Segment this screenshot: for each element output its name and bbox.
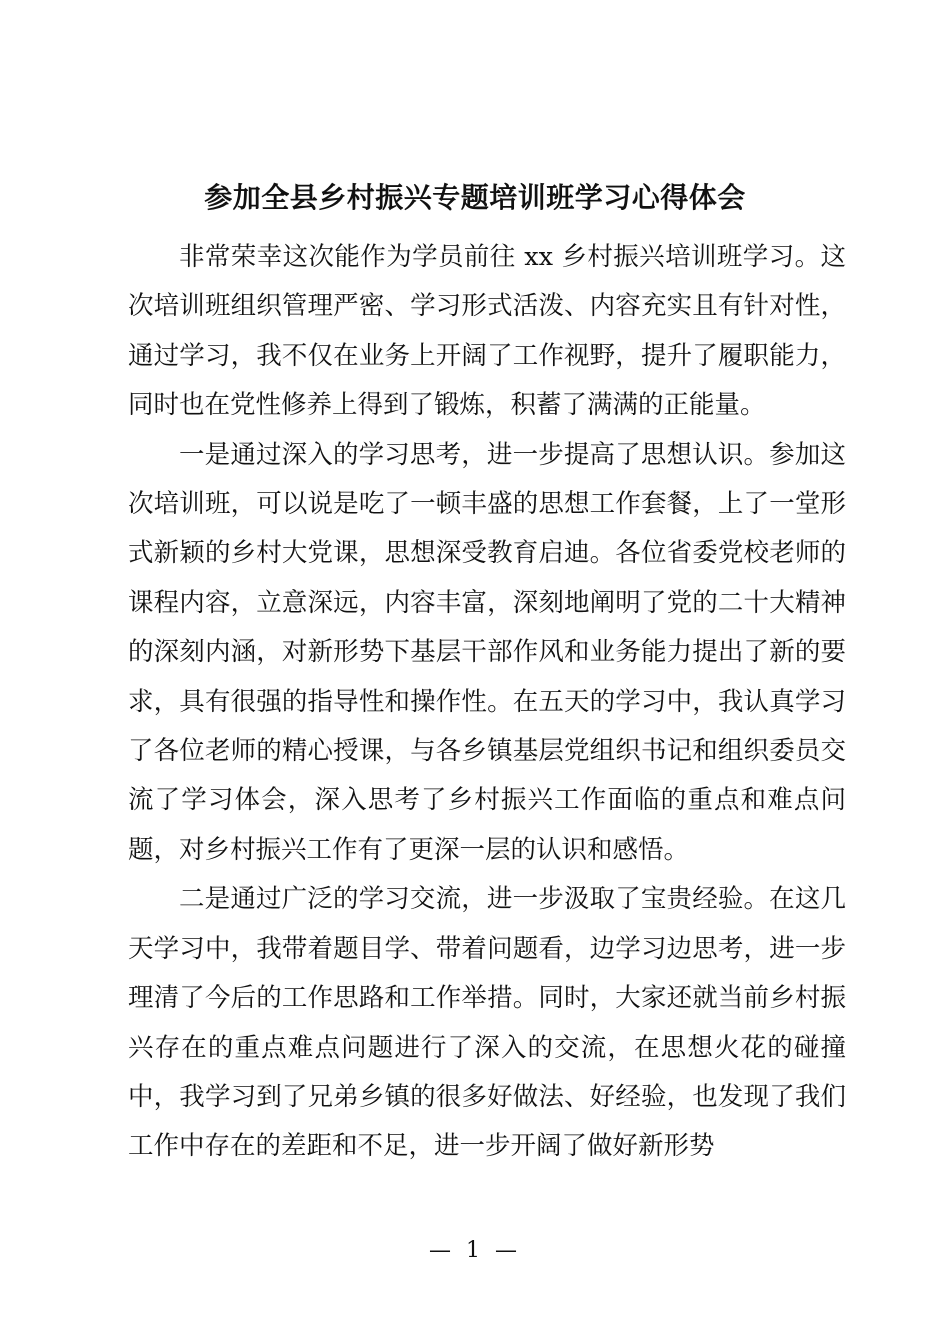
paragraph-point-one: 一是通过深入的学习思考，进一步提高了思想认识。参加这次培训班，可以说是吃了一顿丰盛的思想工作套餐，上了一堂形式新颖的乡村大党课，思想深受教育启迪。各位省委党校老师的课程内容，立意深远，内容丰富，深刻地阐明了党的二十大精神的深刻内涵，对新形势下基层干部作风和业务能力提出了新的要求，具有很强的指导性和操作性。在五天的学习中，我认真学习了各位老师的精心授课，与各乡镇基层党组织书记和组织委员交流了学习体会，深入思考了乡村振兴工作面临的重点和难点问题，对乡村振兴工作有了更深一层的认识和感悟。 [128,439,846,865]
page-number: — 1 — [429,1238,521,1263]
paragraph-intro: 非常荣幸这次能作为学员前往 xx 乡村振兴培训班学习。这次培训班组织管理严密、学习形式活泼、内容充实且有针对性，通过学习，我不仅在业务上开阔了工作视野，提升了履职能力，同时也在党性修养上得到了锻炼，积蓄了满满的正能量。 [128,242,846,421]
paragraph-point-two: 二是通过广泛的学习交流，进一步汲取了宝贵经验。在这几天学习中，我带着题目学、带着问题看，边学习边思考，进一步理清了今后的工作思路和工作举措。同时，大家还就当前乡村振兴存在的重点难点问题进行了深入的交流，在思想火花的碰撞中，我学习到了兄弟乡镇的很多好做法、好经验，也发现了我们工作中存在的差距和不足，进一步开阔了做好新形势 [128,884,846,1162]
document-title: 参加全县乡村振兴专题培训班学习心得体会 [204,181,746,214]
document-body [128,233,846,1172]
